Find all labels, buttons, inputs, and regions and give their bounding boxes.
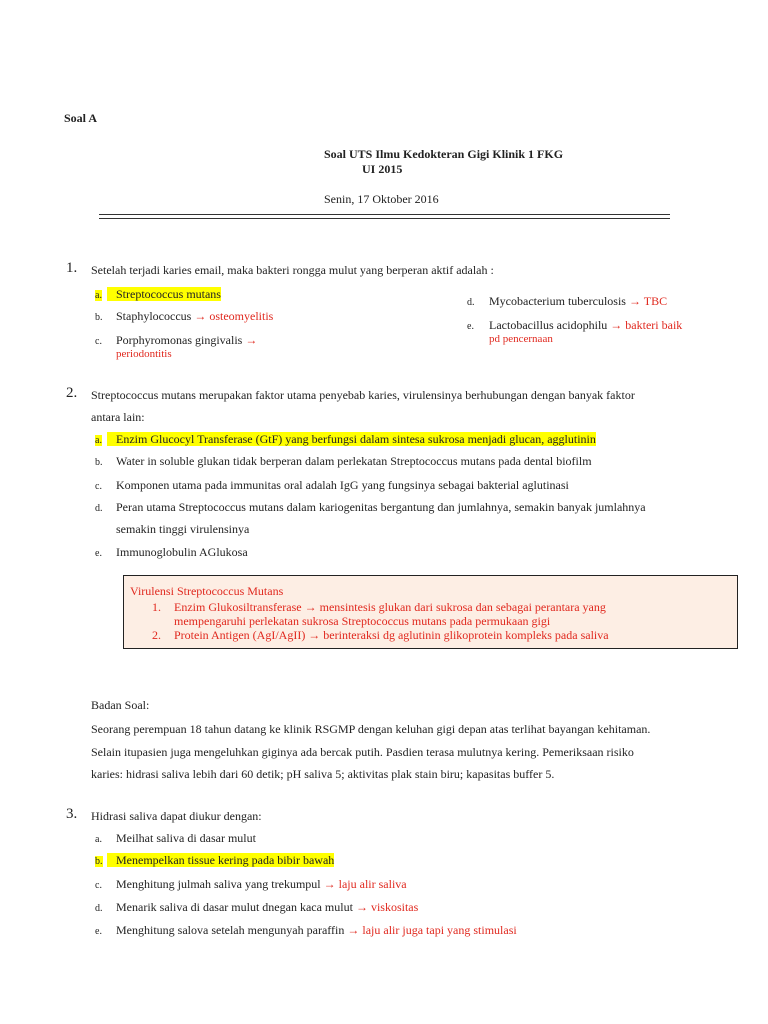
q2-option-d[interactable]: Peran utama Streptococcus mutans dalam kariogenitas bergantung dan jumlahnya, semakin banyak jumlahnya: [116, 500, 646, 514]
header-divider-bottom: [99, 218, 670, 219]
q1-option-e-note: pd pencernaan: [489, 333, 553, 345]
question-3-text: Hidrasi saliva dapat diukur dengan:: [91, 809, 262, 823]
q2-option-b[interactable]: Water in soluble glukan tidak berperan dalam perlekatan Streptococcus mutans pada dental biofilm: [116, 454, 592, 468]
q2-option-e[interactable]: Immunoglobulin AGlukosa: [116, 545, 248, 559]
note-item-1: Enzim Glukosiltransferase → mensintesis glukan dari sukrosa dan sebagai perantara yang: [174, 600, 606, 614]
q1-option-a[interactable]: Streptococcus mutans: [107, 287, 221, 302]
question-2-text: Streptococcus mutans merupakan faktor utama penyebab karies, virulensinya berhubungan dengan banyak faktor: [91, 388, 635, 402]
q3-option-b-letter: b.: [95, 856, 103, 867]
q2-option-a-letter: a.: [95, 435, 102, 446]
q1-option-d[interactable]: Mycobacterium tuberculosis → TBC: [489, 294, 668, 308]
q1-option-e[interactable]: Lactobacillus acidophilu → bakteri baik: [489, 318, 683, 332]
virulence-note-box: [123, 575, 738, 649]
q2-option-a[interactable]: Enzim Glucocyl Transferase (GtF) yang berfungsi dalam sintesa sukrosa menjadi glucan, agglutinin: [107, 432, 596, 447]
page-title: Soal UTS Ilmu Kedokteran Gigi Klinik 1 FKG: [324, 147, 564, 161]
q2-option-d-line2: semakin tinggi virulensinya: [116, 522, 250, 536]
header-divider-top: [99, 214, 670, 215]
question-2-number: 2.: [66, 385, 78, 401]
note-item-1-line2: mempengaruhi perlekatan sukrosa Streptococcus mutans pada permukaan gigi: [174, 614, 551, 628]
q1-option-c-letter: c.: [95, 336, 102, 347]
case-line-3: karies: hidrasi saliva lebih dari 60 detik; pH saliva 5; aktivitas plak stain biru; kapasitas buffer 5.: [91, 767, 555, 781]
page-title-line2: UI 2015: [362, 162, 403, 176]
q3-option-a[interactable]: Meilhat saliva di dasar mulut: [116, 831, 256, 845]
q1-option-b-letter: b.: [95, 312, 103, 323]
case-line-2: Selain itupasien juga mengeluhkan giginya ada bercak putih. Pasdien terasa mulutnya kering. Pemeriksaan risiko: [91, 745, 634, 759]
q3-option-e-letter: e.: [95, 926, 102, 937]
q1-option-a-letter: a.: [95, 290, 102, 301]
note-item-2-number: 2.: [152, 628, 161, 642]
q2-option-c[interactable]: Komponen utama pada immunitas oral adalah IgG yang fungsinya sebagai bakterial aglutinasi: [116, 478, 569, 492]
case-line-1: Seorang perempuan 18 tahun datang ke klinik RSGMP dengan keluhan gigi depan atas terlihat bayangan kehitaman.: [91, 722, 651, 736]
q3-option-c[interactable]: Menghitung julmah saliva yang trekumpul → laju alir saliva: [116, 877, 407, 891]
soal-label: Soal A: [64, 111, 98, 125]
q2-option-d-letter: d.: [95, 503, 103, 514]
q1-option-d-letter: d.: [467, 297, 475, 308]
q3-option-c-letter: c.: [95, 880, 102, 891]
q1-option-c-note: periodontitis: [116, 348, 172, 360]
exam-date: Senin, 17 Oktober 2016: [324, 192, 439, 206]
question-3-number: 3.: [66, 806, 78, 822]
q2-option-e-letter: e.: [95, 548, 102, 559]
note-item-1-number: 1.: [152, 600, 161, 614]
note-item-2: Protein Antigen (AgI/AgII) → berinteraksi dg aglutinin glikoprotein kompleks pada saliva: [174, 628, 609, 642]
q2-option-b-letter: b.: [95, 457, 103, 468]
q3-option-d[interactable]: Menarik saliva di dasar mulut dnegan kaca mulut → viskositas: [116, 900, 419, 914]
q3-option-d-letter: d.: [95, 903, 103, 914]
q1-option-b[interactable]: Staphylococcus → osteomyelitis: [116, 309, 274, 323]
note-box-title: Virulensi Streptococcus Mutans: [130, 584, 284, 598]
question-1-text: Setelah terjadi karies email, maka bakteri rongga mulut yang berperan aktif adalah :: [91, 263, 494, 277]
q1-option-e-letter: e.: [467, 321, 474, 332]
case-label: Badan Soal:: [91, 698, 150, 712]
q3-option-e[interactable]: Menghitung salova setelah mengunyah paraffin → laju alir juga tapi yang stimulasi: [116, 923, 517, 937]
q3-option-a-letter: a.: [95, 834, 102, 845]
question-2-text-line2: antara lain:: [91, 410, 145, 424]
q2-option-c-letter: c.: [95, 481, 102, 492]
q1-option-c[interactable]: Porphyromonas gingivalis →: [116, 333, 258, 347]
q3-option-b[interactable]: Menempelkan tissue kering pada bibir bawah: [107, 853, 334, 868]
question-1-number: 1.: [66, 260, 78, 276]
